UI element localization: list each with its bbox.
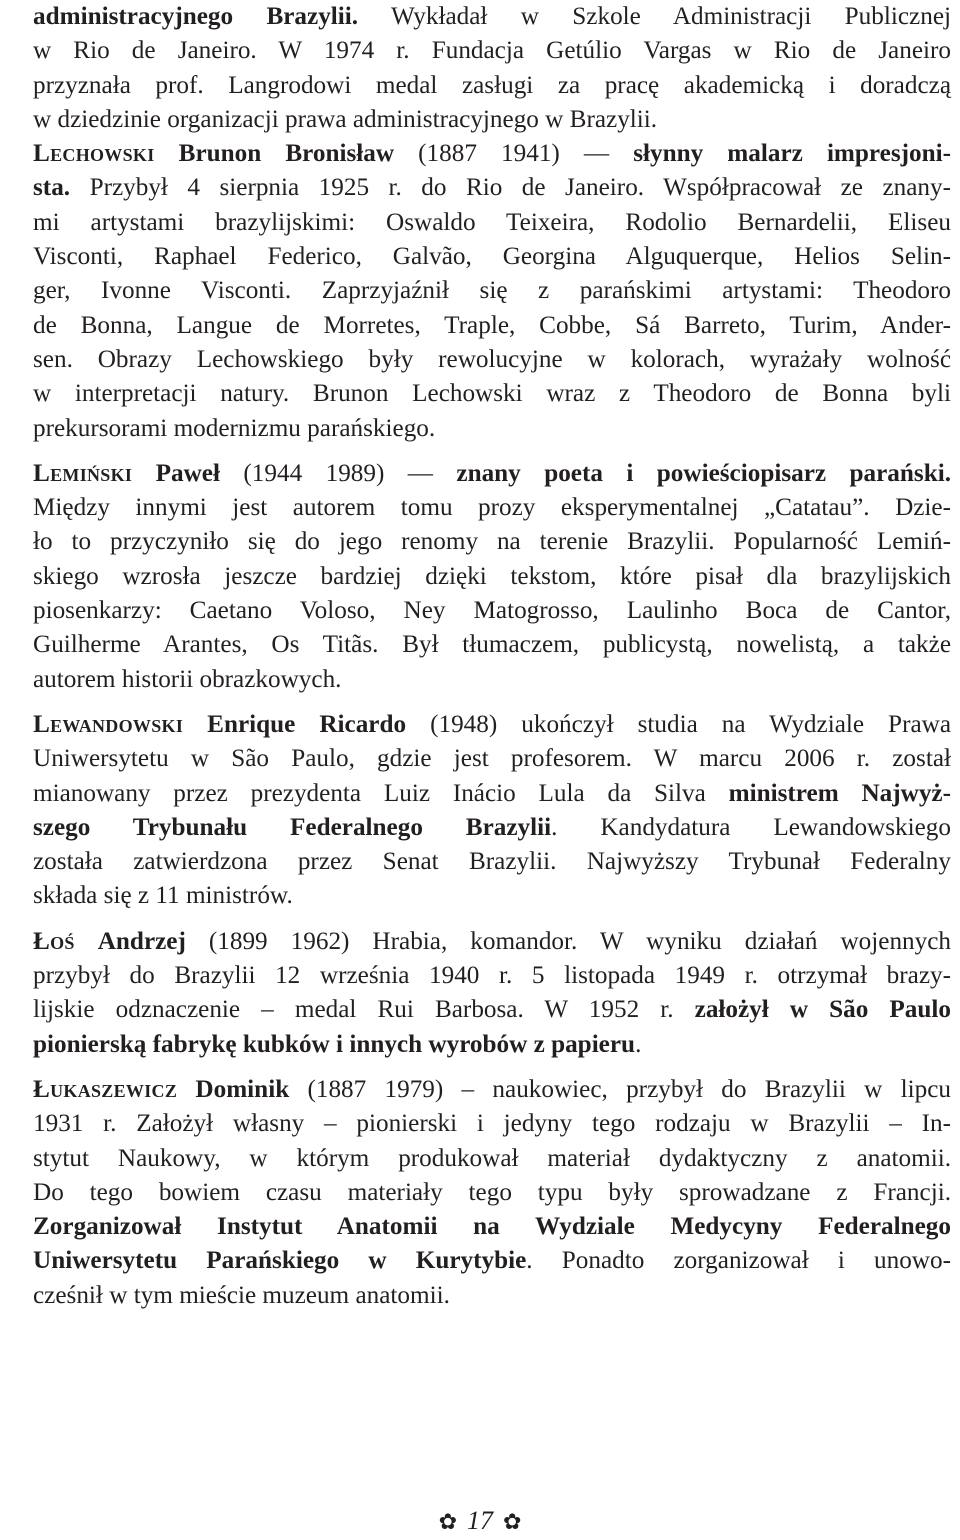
- bold-text: ministrem Najwyż-: [728, 779, 951, 807]
- bold-text: słynny malarz impresjoni-: [633, 140, 952, 168]
- entry-lukaszewicz: [33, 1073, 951, 1313]
- entry-given-name: Brunon Bronisław: [178, 140, 395, 168]
- text-run: (1948) ukończył studia na Wydziale Prawa: [406, 710, 952, 738]
- entry-lechowski: [33, 137, 951, 446]
- page-body: [33, 0, 951, 1313]
- text-line: cześnił w tym mieście muzeum anatomii.: [33, 1281, 450, 1309]
- entry-surname: Łukaszewicz: [33, 1075, 178, 1103]
- bold-text: Zorganizował Instytut Anatomii na Wydziale Medycyny Federalnego: [33, 1213, 951, 1241]
- entry-given-name: Andrzej: [97, 927, 186, 955]
- text-line: została zatwierdzona przez Senat Brazylii. Najwyższy Trybunał Federalny: [33, 848, 951, 876]
- text-run: . Kandydatura Lewandowskiego: [551, 813, 951, 841]
- ornament-icon: ✿: [503, 1509, 522, 1534]
- text-line: de Bonna, Langue de Morretes, Traple, Cobbe, Sá Barreto, Turim, Ander-: [33, 311, 951, 339]
- text-run: (1899 1962) Hrabia, komandor. W wyniku działań wojennych: [185, 927, 952, 955]
- text-line: piosenkarzy: Caetano Voloso, Ney Matogrosso, Laulinho Boca de Cantor,: [33, 597, 951, 625]
- text-run: Przybył 4 sierpnia 1925 r. do Rio de Janeiro. Współpracował ze znany-: [70, 174, 951, 202]
- text-line: przybył do Brazylii 12 września 1940 r. 5 listopada 1949 r. otrzymał brazy-: [33, 962, 951, 990]
- text-line: 1931 r. Założył własny – pionierski i jedyny tego rodzaju w Brazylii – In-: [33, 1110, 951, 1138]
- text-line: [33, 811, 951, 845]
- bold-text: sta.: [33, 174, 71, 202]
- entry-given-name: Enrique Ricardo: [207, 710, 407, 738]
- text-run: . Ponadto zorganizował i unowo-: [526, 1247, 951, 1275]
- bold-text: pionierską fabrykę kubków i innych wyrobów z papieru: [33, 1030, 636, 1058]
- text-line: ger, Ivonne Visconti. Zaprzyjaźnił się z parańskimi artystami: Theodoro: [33, 277, 951, 305]
- text-line: [33, 171, 951, 205]
- bold-text: Uniwersytetu Parańskiego w Kurytybie: [33, 1247, 527, 1275]
- bold-text: administracyjnego Brazylii.: [33, 3, 359, 30]
- entry-los: [33, 925, 951, 1062]
- page-footer: [0, 1506, 960, 1536]
- bold-text: znany poeta i powieściopisarz parański: [456, 459, 945, 487]
- text-run: Wykładał w Szkole Administracji Publicznej: [358, 3, 951, 30]
- entry-lewandowski: [33, 708, 951, 914]
- text-run: lijskie odznaczenie – medal Rui Barbosa. W 1952 r.: [33, 996, 695, 1024]
- text-line: prekursorami modernizmu parańskiego.: [33, 414, 436, 442]
- text-line: w dziedzinie organizacji prawa administracyjnego w Brazylii.: [33, 105, 658, 133]
- text-line: Między innymi jest autorem tomu prozy eksperymentalnej „Catatau”. Dzie-: [33, 494, 951, 522]
- text-line: składa się z 11 ministrów.: [33, 882, 293, 910]
- text-line: Do tego bowiem czasu materiały tego typu były sprowadzane z Francji.: [33, 1178, 951, 1206]
- text-run: mianowany przez prezydenta Luiz Inácio Lula da Silva: [33, 779, 729, 807]
- text-line: sen. Obrazy Lechowskiego były rewolucyjne w kolorach, wyrażały wolność: [33, 345, 951, 373]
- text-line: [33, 1073, 951, 1107]
- text-line: Guilherme Arantes, Os Titãs. Był tłumaczem, publicystą, nowelistą, a także: [33, 631, 951, 659]
- text-line: stytut Naukowy, w którym produkował materiał dydaktyczny z anatomii.: [33, 1144, 951, 1172]
- entry-given-name: Paweł: [155, 459, 220, 487]
- bold-text: szego Trybunału Federalnego Brazylii: [33, 813, 552, 841]
- entry-leminski: [33, 457, 951, 697]
- entry-surname: Lechowski: [33, 140, 155, 168]
- text-line: ło to przyczyniło się do jego renomy na terenie Brazylii. Popularność Lemiń-: [33, 528, 951, 556]
- text-run: .: [635, 1030, 642, 1058]
- text-line: [33, 1028, 951, 1062]
- text-line: skiego wzrosła jeszcze bardziej dzięki tekstom, które pisał dla brazylijskich: [33, 562, 951, 590]
- entry-dates: (1944 1989): [220, 459, 408, 487]
- text-line: Visconti, Raphael Federico, Galvão, Georgina Alguquerque, Helios Selin-: [33, 243, 951, 271]
- text-line: autorem historii obrazkowych.: [33, 665, 342, 693]
- text-line: Uniwersytetu w São Paulo, gdzie jest profesorem. W marcu 2006 r. został: [33, 745, 951, 773]
- entry-surname: Lewandowski: [33, 710, 184, 738]
- text-line: w interpretacji natury. Brunon Lechowski wraz z Theodoro de Bonna byli: [33, 380, 951, 408]
- text-line: przyznała prof. Langrodowi medal zasługi za pracę akademicką i doradczą: [33, 71, 951, 99]
- text-line: w Rio de Janeiro. W 1974 r. Fundacja Getúlio Vargas w Rio de Janeiro: [33, 37, 951, 65]
- text-line: Lemiński Paweł (1944 1989) — znany poeta i powieściopisarz parański.: [33, 459, 951, 487]
- intro-paragraph: [33, 0, 951, 137]
- text-line: mi artystami brazylijskimi: Oswaldo Teixeira, Rodolio Bernardelii, Eliseu: [33, 208, 951, 236]
- text-line: [33, 708, 951, 742]
- text-line: [33, 1210, 951, 1244]
- entry-surname: Łoś: [33, 927, 75, 955]
- entry-dates: (1887 1941): [394, 140, 584, 168]
- text-line: [33, 777, 951, 811]
- text-line: [33, 993, 951, 1027]
- text-line: [33, 0, 951, 34]
- ornament-icon: ✿: [438, 1509, 457, 1534]
- text-line: Lechowski Brunon Bronisław (1887 1941) — słynny malarz impresjoni-: [33, 140, 952, 168]
- bold-text: .: [944, 459, 951, 487]
- text-run: (1887 1979) – naukowiec, przybył do Brazylii w lipcu: [289, 1075, 951, 1103]
- text-line: [33, 1244, 951, 1278]
- entry-surname: Lemiński: [33, 459, 133, 487]
- page-number: 17: [467, 1506, 493, 1535]
- bold-text: założył w São Paulo: [694, 996, 951, 1024]
- entry-given-name: Dominik: [195, 1075, 290, 1103]
- text-line: [33, 925, 951, 959]
